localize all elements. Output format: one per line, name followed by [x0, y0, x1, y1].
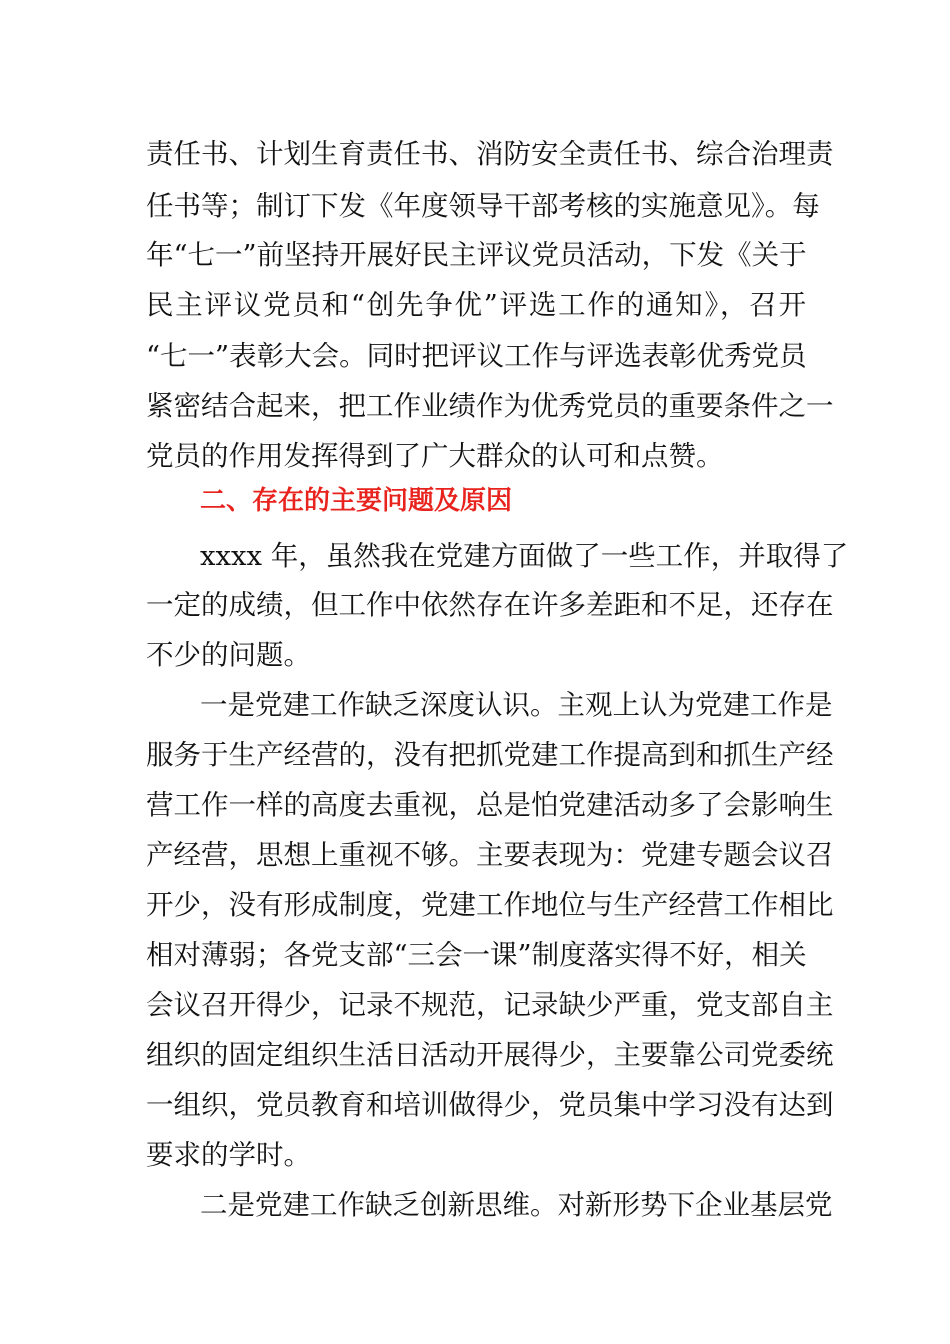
para3-line-6: 相对薄弱；各党支部“三会一课”制度落实得不好，相关: [146, 939, 807, 971]
para3-line-8: 组织的固定组织生活日活动开展得少，主要靠公司党委统: [146, 1039, 834, 1071]
para1-line-4: 民主评议党员和“创先争优”评选工作的通知》，召开: [146, 289, 806, 321]
para1-line-5: “七一”表彰大会。同时把评议工作与评选表彰优秀党员: [146, 340, 807, 372]
para1-line-3: 年“七一”前坚持开展好民主评议党员活动，下发《关于: [146, 239, 807, 271]
para3-line-3: 营工作一样的高度去重视，总是怕党建活动多了会影响生: [146, 789, 834, 821]
para2-line-2: 一定的成绩，但工作中依然存在许多差距和不足，还存在: [146, 589, 834, 621]
para3-line-7: 会议召开得少，记录不规范，记录缺少严重，党支部自主: [146, 989, 834, 1021]
para2-line-3: 不少的问题。: [146, 639, 311, 671]
para2-line-1: xxxx 年，虽然我在党建方面做了一些工作，并取得了: [200, 540, 849, 572]
para3-line-9: 一组织，党员教育和培训做得少，党员集中学习没有达到: [146, 1089, 834, 1121]
para1-line-6: 紧密结合起来，把工作业绩作为优秀党员的重要条件之一: [146, 390, 834, 422]
para4-line-1: 二是党建工作缺乏创新思维。对新形势下企业基层党: [200, 1189, 833, 1221]
para1-line-1: 责任书、计划生育责任书、消防安全责任书、综合治理责: [146, 138, 834, 170]
para3-line-10: 要求的学时。: [146, 1139, 311, 1171]
para3-line-2: 服务于生产经营的，没有把抓党建工作提高到和抓生产经: [146, 739, 834, 771]
para3-line-1: 一是党建工作缺乏深度认识。主观上认为党建工作是: [200, 689, 833, 721]
para1-line-2: 任书等；制订下发《年度领导干部考核的实施意见》。每: [146, 190, 820, 222]
para3-line-5: 开少，没有形成制度，党建工作地位与生产经营工作相比: [146, 889, 834, 921]
para1-line-7: 党员的作用发挥得到了广大群众的认可和点赞。: [146, 440, 724, 472]
section-heading-problems: 二、存在的主要问题及原因: [200, 486, 513, 516]
para3-line-4: 产经营，思想上重视不够。主要表现为：党建专题会议召: [146, 839, 834, 871]
